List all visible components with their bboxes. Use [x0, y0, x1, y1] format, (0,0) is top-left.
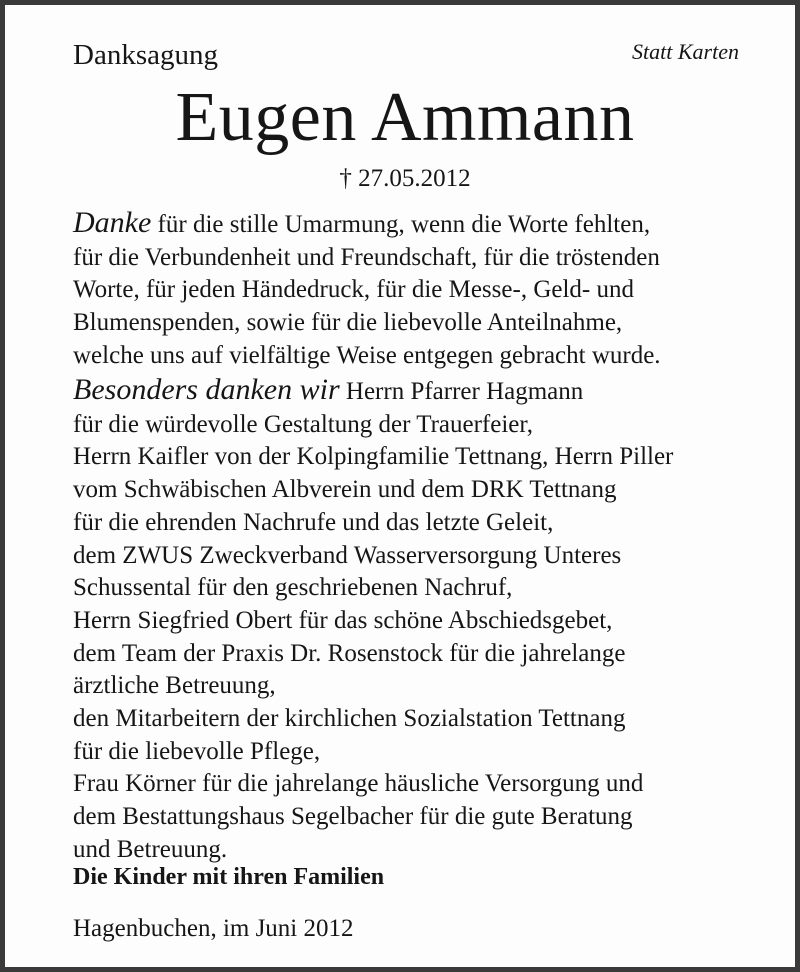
special-line-12: für die liebevolle Pflege,	[73, 737, 321, 765]
special-line-13: Frau Körner für die jahrelange häusliche Versorgung und	[73, 770, 644, 798]
special-thanks-lead: Besonders danken wir	[73, 373, 340, 406]
special-line-9: dem Team der Praxis Dr. Rosenstock für die jahrelange	[73, 639, 626, 667]
special-line-2: für die würdevolle Gestaltung der Trauerfeier,	[73, 410, 533, 438]
special-line-4: vom Schwäbischen Albverein und dem DRK Tettnang	[73, 476, 617, 504]
place-and-date: Hagenbuchen, im Juni 2012	[73, 915, 354, 942]
thanks-paragraph	[73, 207, 773, 373]
thanks-line-2: für die Verbundenheit und Freundschaft, für die tröstenden	[73, 243, 660, 271]
thanks-lead: Danke	[73, 206, 152, 239]
special-line-1-text: Herrn Pfarrer Hagmann	[339, 378, 584, 405]
deceased-name: Eugen Ammann	[175, 79, 635, 156]
special-line-7: Schussental für den geschriebenen Nachruf,	[73, 574, 513, 602]
special-line-15: und Betreuung.	[73, 835, 228, 863]
special-line-3: Herrn Kaifler von der Kolpingfamilie Tettnang, Herrn Piller	[73, 443, 674, 471]
signature: Die Kinder mit ihren Familien	[73, 864, 385, 890]
thanks-line-4: Blumenspenden, sowie für die liebevolle Anteilnahme,	[73, 309, 623, 337]
thanks-line-3: Worte, für jeden Händedruck, für die Messe-, Geld- und	[73, 276, 634, 304]
statt-karten-note: Statt Karten	[632, 39, 739, 64]
special-line-5: für die ehrenden Nachrufe und das letzte Geleit,	[73, 508, 554, 536]
death-date: † 27.05.2012	[339, 165, 471, 192]
special-line-8: Herrn Siegfried Obert für das schöne Abschiedsgebet,	[73, 606, 613, 634]
special-line-14: dem Bestattungshaus Segelbacher für die gute Beratung	[73, 803, 633, 831]
special-line-11: den Mitarbeitern der kirchlichen Sozialstation Tettnang	[73, 705, 626, 733]
thanks-line-1	[73, 207, 773, 242]
special-line-6: dem ZWUS Zweckverband Wasserversorgung Unteres	[73, 541, 622, 569]
special-thanks-paragraph	[73, 374, 773, 867]
thanks-line-1-text: für die stille Umarmung, wenn die Worte fehlten,	[151, 211, 651, 238]
special-line-10: ärztliche Betreuung,	[73, 672, 276, 700]
thanks-line-5: welche uns auf vielfältige Weise entgegen gebracht wurde.	[73, 341, 661, 369]
special-line-1	[73, 374, 773, 409]
heading-danksagung: Danksagung	[73, 39, 218, 71]
